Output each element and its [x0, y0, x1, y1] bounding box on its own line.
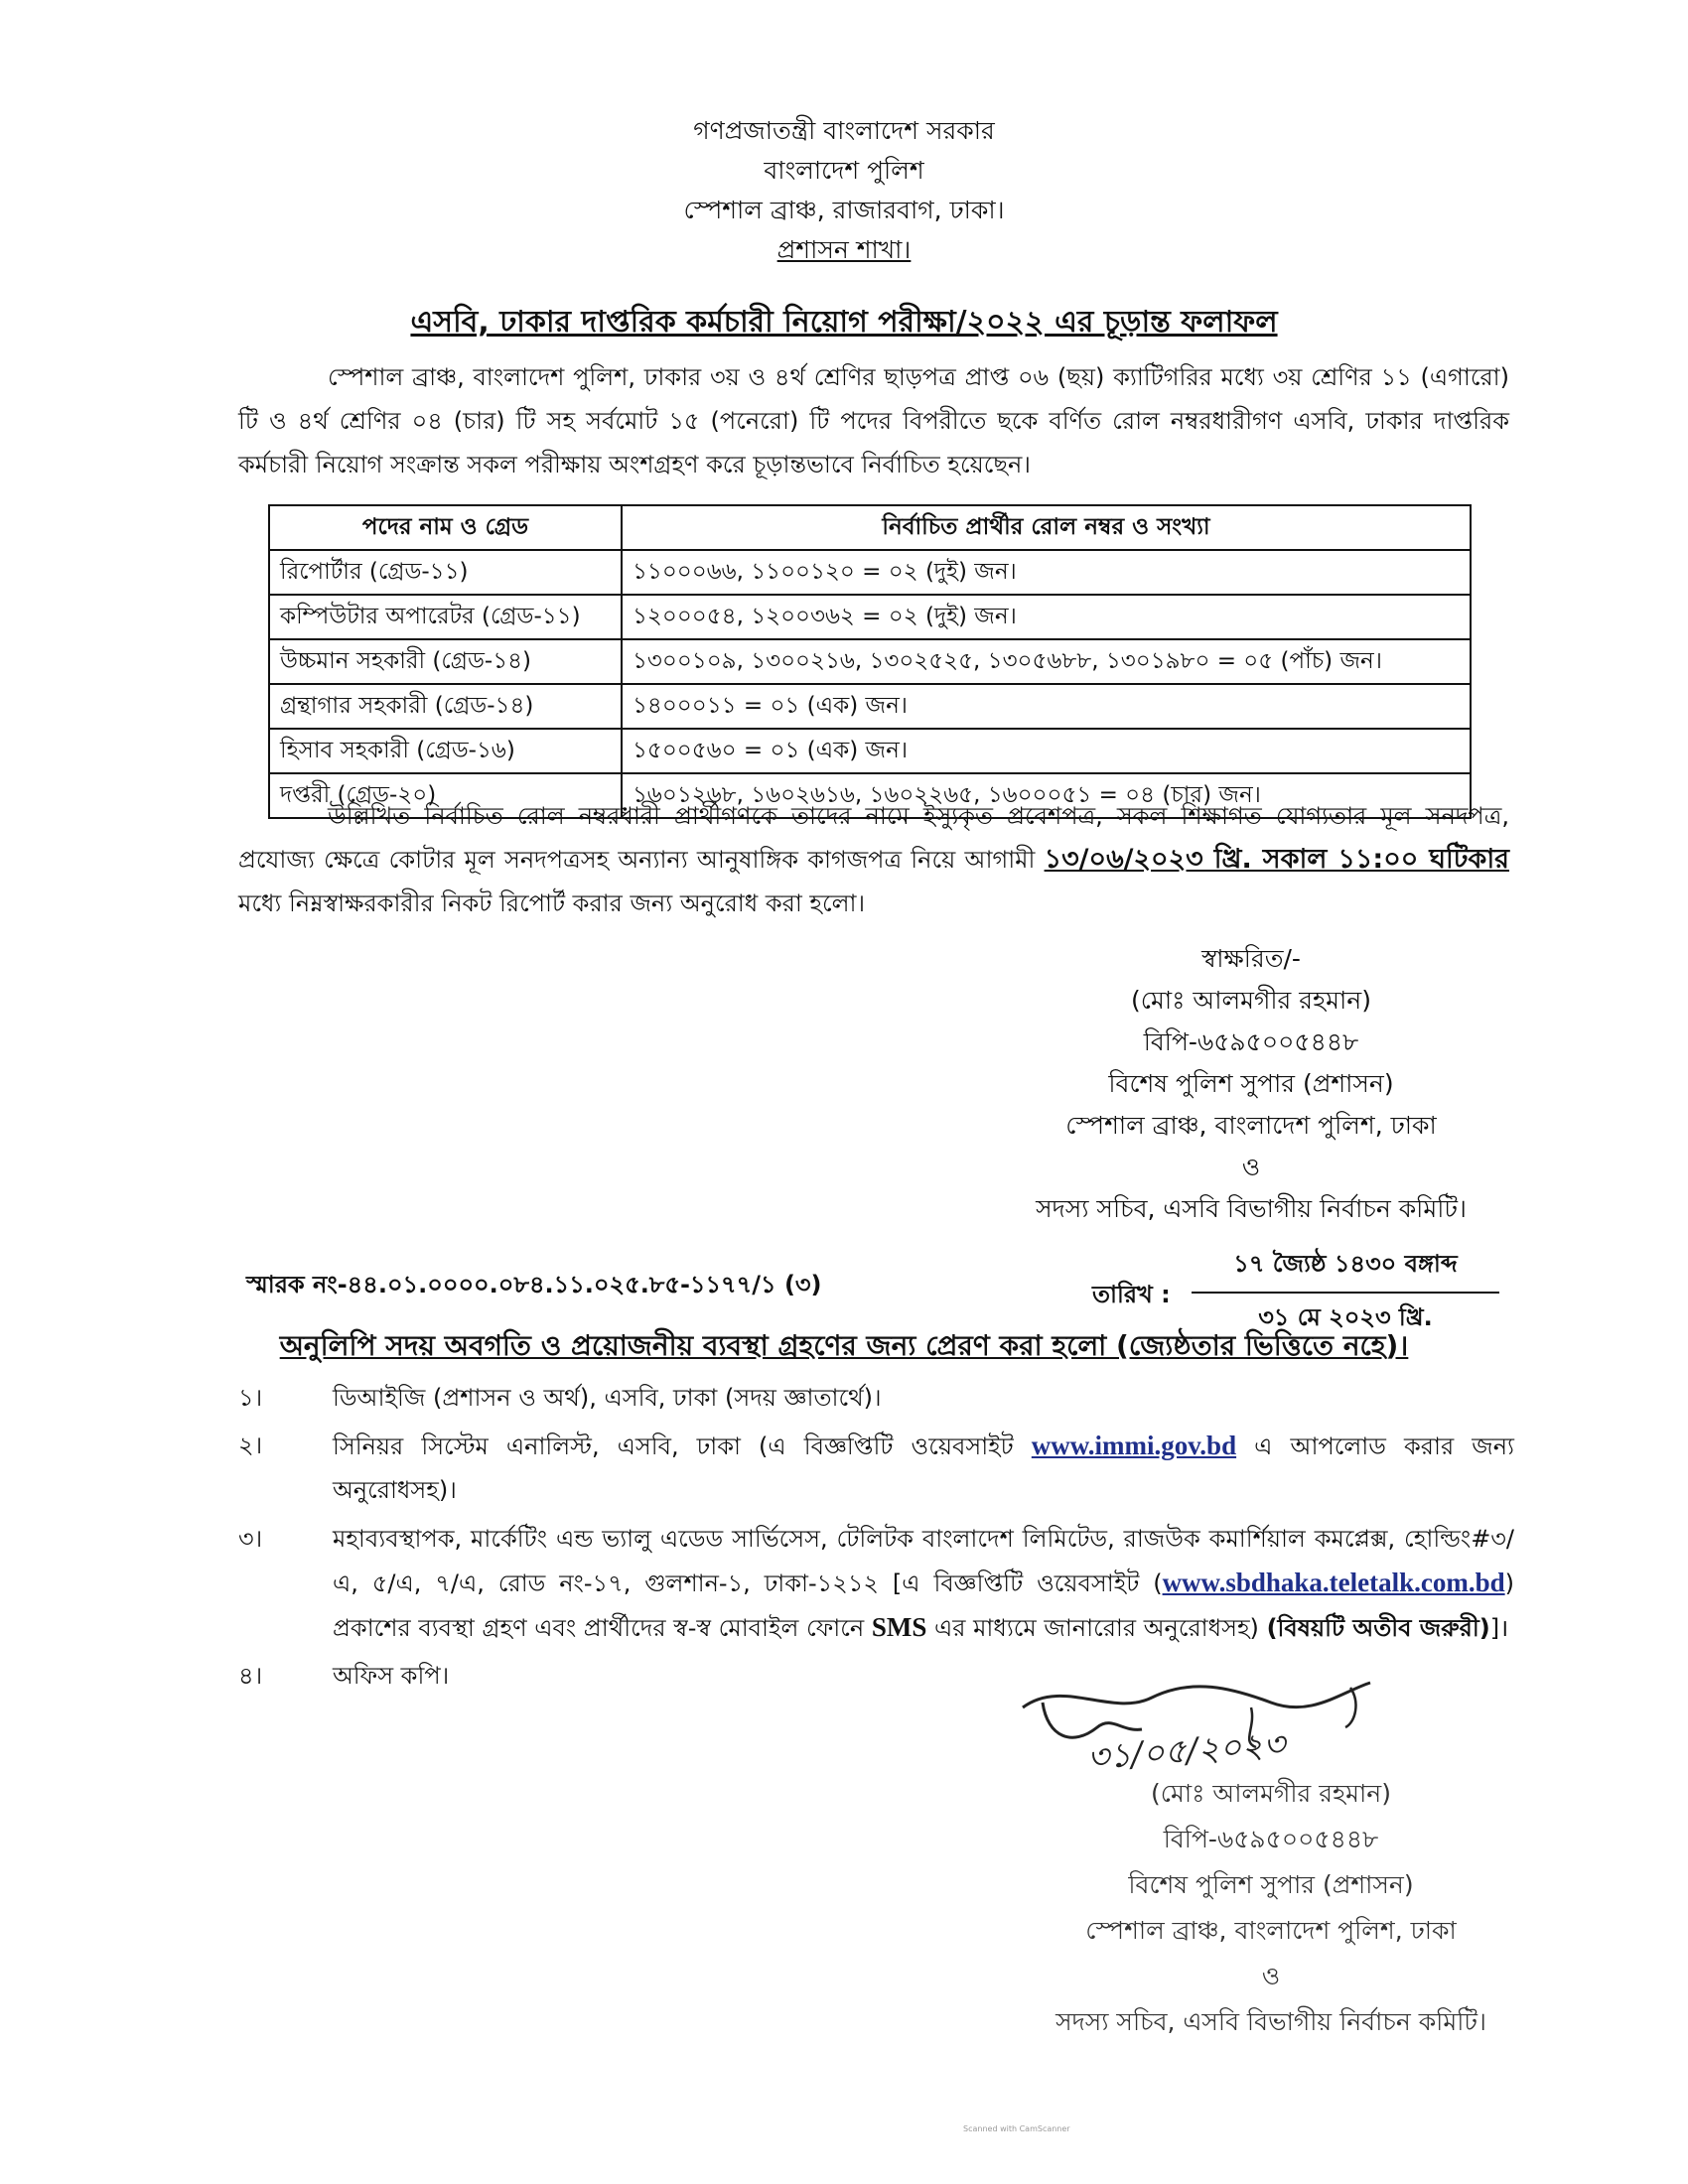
column-header-post: পদের নাম ও গ্রেড [269, 505, 622, 550]
cc-item-text-after: এ আপলোড করার জন্য অনুরোধসহ)। [333, 1433, 1514, 1504]
page-title: এসবি, ঢাকার দাপ্তরিক কর্মচারী নিয়োগ পরীক্ষা/২০২২ এর চূড়ান্ত ফলাফল [410, 305, 1278, 340]
department-name: প্রশাসন শাখা। [776, 235, 912, 264]
cc-item-text: ডিআইজি (প্রশাসন ও অর্থ), এসবি, ঢাকা (সদয় জ্ঞাতার্থে)। [333, 1384, 882, 1412]
cc-title: অনুলিপি সদয় অবগতি ও প্রয়োজনীয় ব্যবস্থা গ্রহণের জন্য প্রেরণ করা হলো (জ্যেষ্ঠতার ভিত্তিতে নহে)। [279, 1329, 1409, 1362]
date-divider [1192, 1292, 1499, 1294]
reporting-notice [238, 794, 1509, 925]
signature-block-2 [1033, 1771, 1509, 2045]
post-cell: উচ্চমান সহকারী (গ্রেড-১৪) [269, 639, 622, 684]
roll-cell: ১৪০০০১১ = ০১ (এক) জন। [622, 684, 1471, 729]
cc-item-number: ১। [238, 1384, 263, 1412]
signatory-office: স্পেশাল ব্রাঞ্চ, বাংলাদেশ পুলিশ, ঢাকা [1085, 1916, 1457, 1945]
results-table [268, 504, 1472, 819]
signed-mark: স্বাক্ষরিত/- [1201, 944, 1301, 973]
sms-label: SMS [871, 1612, 927, 1642]
scanner-watermark: Scanned with CamScanner [963, 2124, 1070, 2133]
immi-website-link[interactable]: www.immi.gov.bd [1031, 1431, 1237, 1460]
post-cell: গ্রন্থাগার সহকারী (গ্রেড-১৪) [269, 684, 622, 729]
cc-item-text [333, 1517, 1514, 1650]
table-header-row [269, 505, 1471, 550]
signatory-bp: বিপি-৬৫৯৫০০৫৪৪৮ [1163, 1825, 1379, 1853]
roll-cell: ১৫০০৫৬০ = ০১ (এক) জন। [622, 729, 1471, 773]
org-address: স্পেশাল ব্রাঞ্চ, রাজারবাগ, ঢাকা। [683, 196, 1005, 224]
signatory-bp: বিপি-৬৫৯৫০০৫৪৪৮ [1143, 1027, 1359, 1056]
cc-item-text-end: ]। [1489, 1614, 1509, 1642]
cc-item-number: ৪। [238, 1662, 263, 1690]
date-label: তারিখ : [1092, 1281, 1171, 1308]
cc-item-text [333, 1424, 1514, 1512]
table-row [269, 639, 1471, 684]
cc-item [238, 1517, 1514, 1650]
cc-item-text-after: এর মাধ্যমে জানারোর অনুরোধসহ) [926, 1614, 1267, 1642]
cc-item-text-middle: ) প্রকাশের ব্যবস্থা গ্রহণ এবং প্রার্থীদের স্ব-স্ব মোবাইল ফোনে [333, 1570, 1514, 1642]
signatory-name: (মোঃ আলমগীর রহমান) [1131, 986, 1371, 1015]
table-row [269, 595, 1471, 639]
post-cell: দপ্তরী (গ্রেড-২০) [269, 773, 622, 818]
cc-item [238, 1424, 1514, 1512]
org-name-line1: গণপ্রজাতন্ত্রী বাংলাদেশ সরকার [693, 116, 995, 145]
post-cell: রিপোর্টার (গ্রেড-১১) [269, 550, 622, 595]
cc-item-text: অফিস কপি। [333, 1662, 450, 1690]
signatory-name: (মোঃ আলমগীর রহমান) [1151, 1779, 1391, 1808]
roll-cell: ১১০০০৬৬, ১১০০১২০ = ০২ (দুই) জন। [622, 550, 1471, 595]
signatory-conjunction: ও [1241, 1153, 1261, 1181]
cc-item-number: ৩। [238, 1525, 263, 1553]
table-row [269, 550, 1471, 595]
date-bangla: ১৭ জ্যৈষ্ঠ ১৪৩০ বঙ্গাব্দ [1233, 1250, 1458, 1278]
handwritten-date: ৩১/০৫/২০২৩ [1085, 1724, 1287, 1778]
table-row [269, 729, 1471, 773]
signatory-committee: সদস্য সচিব, এসবি বিভাগীয় নির্বাচন কমিটি। [1055, 2007, 1486, 2036]
org-name-line2: বাংলাদেশ পুলিশ [764, 156, 924, 185]
date-english: ৩১ মে ২০২৩ খ্রি. [1258, 1303, 1433, 1331]
urgent-note: (বিষয়টি অতীব জরুরী) [1266, 1614, 1490, 1642]
cc-item-text-before: সিনিয়র সিস্টেম এনালিস্ট, এসবি, ঢাকা (এ বিজ্ঞপ্তিটি ওয়েবসাইট [333, 1433, 1032, 1460]
roll-cell: ১৬০১২৬৮, ১৬০২৬১৬, ১৬০২২৬৫, ১৬০০০৫১ = ০৪ (চার) জন। [622, 773, 1471, 818]
reporting-date-time: ১৩/০৬/২০২৩ খ্রি. সকাল ১১:০০ ঘটিকার [1044, 844, 1509, 875]
signatory-office: স্পেশাল ব্রাঞ্চ, বাংলাদেশ পুলিশ, ঢাকা [1065, 1111, 1437, 1140]
notice-text-end: মধ্যে নিম্নস্বাক্ষরকারীর নিকট রিপোর্ট করার জন্য অনুরোধ করা হলো। [238, 889, 866, 917]
roll-cell: ১৩০০১০৯, ১৩০০২১৬, ১৩০২৫২৫, ১৩০৫৬৮৮, ১৩০১৯৮০ = ০৫ (পাঁচ) জন। [622, 639, 1471, 684]
signature-block [943, 938, 1559, 1230]
table-row [269, 684, 1471, 729]
signatory-conjunction: ও [1261, 1962, 1281, 1990]
signatory-designation: বিশেষ পুলিশ সুপার (প্রশাসন) [1128, 1870, 1414, 1899]
cc-item-text-before: মহাব্যবস্থাপক, মার্কেটিং এন্ড ভ্যালু এডেড সার্ভিসেস, টেলিটক বাংলাদেশ লিমিটেড, রাজউক কমার্শিয়াল কমপ্লেক্স, হোল্ডিং#৩/এ, ৫/এ, ৭/এ, রোড নং-১৭, গুলশান-১, ঢাকা-১২১২ [এ বিজ্ঞপ্তিটি ওয়েবসাইট ( [333, 1525, 1514, 1597]
notice-text: উল্লিখিত নির্বাচিত রোল নম্বরধারী প্রার্থীগণকে তাদের নামে ইস্যুকৃত প্রবেশপত্র, সকল শিক্ষাগত যোগ্যতার মূল সনদপত্র, প্রযোজ্য ক্ষেত্রে কোটার মূল সনদপত্রসহ অন্যান্য আনুষাঙ্গিক কাগজপত্র নিয়ে আগামী [238, 802, 1509, 874]
post-cell: কম্পিউটার অপারেটর (গ্রেড-১১) [269, 595, 622, 639]
cc-item [238, 1376, 1514, 1420]
teletalk-website-link[interactable]: www.sbdhaka.teletalk.com.bd [1162, 1568, 1505, 1597]
intro-paragraph: স্পেশাল ব্রাঞ্চ, বাংলাদেশ পুলিশ, ঢাকার ৩য় ও ৪র্থ শ্রেণির ছাড়পত্র প্রাপ্ত ০৬ (ছয়) ক্যাটিগরির মধ্যে ৩য় শ্রেণির ১১ (এগারো) টি ও ৪র্থ শ্রেণির ০৪ (চার) টি সহ সর্বমোট ১৫ (পনেরো) টি পদের বিপরীতে ছকে বর্ণিত রোল নম্বরধারীগণ এসবি, ঢাকার দাপ্তরিক কর্মচারী নিয়োগ সংক্রান্ত সকল পরীক্ষায় অংশগ্রহণ করে চূড়ান্তভাবে নির্বাচিত হয়েছেন। [238, 363, 1509, 478]
cc-item-number: ২। [238, 1432, 263, 1459]
post-cell: হিসাব সহকারী (গ্রেড-১৬) [269, 729, 622, 773]
signatory-designation: বিশেষ পুলিশ সুপার (প্রশাসন) [1108, 1069, 1394, 1098]
signatory-committee: সদস্য সচিব, এসবি বিভাগীয় নির্বাচন কমিটি। [1036, 1194, 1467, 1223]
roll-cell: ১২০০০৫৪, ১২০০৩৬২ = ০২ (দুই) জন। [622, 595, 1471, 639]
memo-number: স্মারক নং-৪৪.০১.০০০০.০৮৪.১১.০২৫.৮৫-১১৭৭/১ (৩) [246, 1271, 822, 1298]
column-header-roll: নির্বাচিত প্রার্থীর রোল নম্বর ও সংখ্যা [622, 505, 1471, 550]
